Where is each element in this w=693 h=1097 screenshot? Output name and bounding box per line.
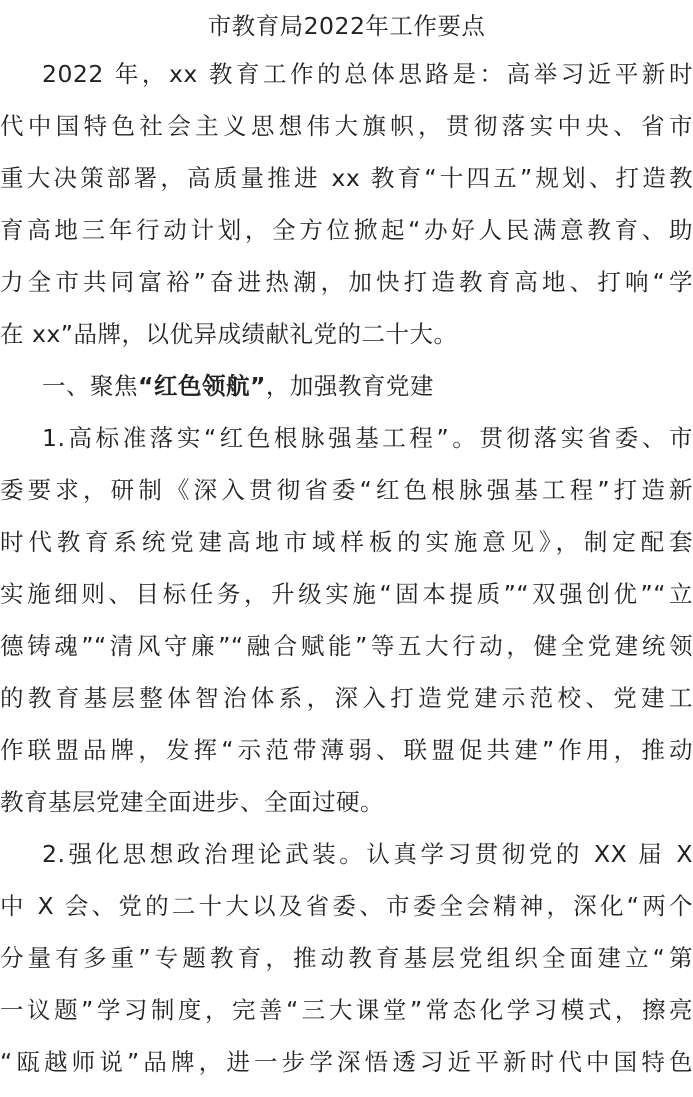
section-heading-suffix: ，加强教育党建 xyxy=(265,372,434,400)
section-heading xyxy=(42,366,434,406)
intro-line: 在 xx”品牌，以优异成绩献礼党的二十大。 xyxy=(0,320,458,348)
item-1-line: 作联盟品牌，发挥“示范带薄弱、联盟促共建”作用，推动 xyxy=(0,736,693,764)
item-1-line: 委要求，研制《深入贯彻省委“红色根脉强基工程”打造新 xyxy=(0,476,693,504)
intro-line: 育高地三年行动计划，全方位掀起“办好人民满意教育、助 xyxy=(0,216,693,244)
item-1-line: 时代教育系统党建高地市域样板的实施意见》，制定配套 xyxy=(0,528,693,556)
intro-line: 重大决策部署，高质量推进 xx 教育“十四五”规划、打造教 xyxy=(0,164,693,192)
item-2-line: 中 X 会、党的二十大以及省委、市委全会精神，深化“两个 xyxy=(0,892,693,920)
item-2-line: 一议题”学习制度，完善“三大课堂”常态化学习模式，擦亮 xyxy=(0,996,693,1024)
item-1-line: 教育基层党建全面进步、全面过硬。 xyxy=(0,788,384,816)
intro-line: 力全市共同富裕”奋进热潮，加快打造教育高地、打响“学 xyxy=(0,268,693,296)
item-2-line: 2.强化思想政治理论武装。认真学习贯彻党的 XX 届 X xyxy=(42,840,693,868)
item-2-line: 分量有多重”专题教育，推动教育基层党组织全面建立“第 xyxy=(0,944,693,972)
item-1-line: 实施细则、目标任务，升级实施“固本提质”“双强创优”“立 xyxy=(0,580,693,608)
document-title: 市教育局2022年工作要点 xyxy=(207,12,486,40)
intro-line: 代中国特色社会主义思想伟大旗帜，贯彻落实中央、省市 xyxy=(0,112,693,140)
section-heading-highlight: “红色领航” xyxy=(138,372,266,400)
item-1-line: 的教育基层整体智治体系，深入打造党建示范校、党建工 xyxy=(0,684,693,712)
section-heading-prefix: 一、聚焦 xyxy=(42,372,138,400)
item-1-line: 德铸魂”“清风守廉”“融合赋能”等五大行动，健全党建统领 xyxy=(0,632,693,660)
intro-line: 2022 年，xx 教育工作的总体思路是：高举习近平新时 xyxy=(42,60,693,88)
item-2-line: “瓯越师说”品牌，进一步学深悟透习近平新时代中国特色 xyxy=(0,1048,693,1076)
item-1-line: 1.高标准落实“红色根脉强基工程”。贯彻落实省委、市 xyxy=(42,424,693,452)
